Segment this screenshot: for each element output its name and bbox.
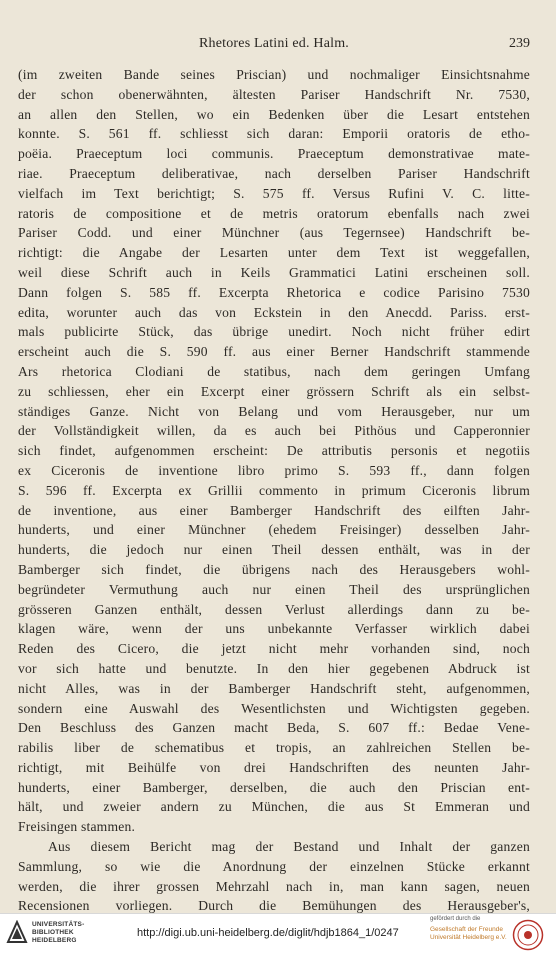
footer-bar	[0, 913, 556, 954]
text-line: ex Ciceronis de inventione libro primo S. 593 ff., dann folgen	[18, 462, 530, 478]
text-line: hunderts, einer Bamberger, derselben, die auch den Priscian ent-	[18, 779, 530, 795]
text-line: Aus diesem Bericht mag der Bestand und Inhalt der ganzen	[48, 839, 530, 855]
text-line: richtigt: die Angabe der Lesarten unter dem Text ist weggefallen,	[18, 245, 530, 261]
text-line: sondern eine Auswahl des Wesentlichsten und Wichtigsten gegeben.	[18, 700, 530, 716]
sponsor-name	[430, 926, 507, 942]
text-line: hunderts, und einer Münchner (ehedem Freisinger) desselben Jahr-	[18, 522, 530, 538]
text-line: mals publicirte Stück, das übrige unedirt. Noch nicht früher edirt	[18, 324, 530, 340]
text-line: S. 596 ff. Excerpta ex Grillii commento in primum Ciceronis librum	[18, 482, 530, 498]
text-line: vielfach im Text berichtigt; S. 575 ff. Versus Rufini V. C. litte-	[18, 185, 530, 201]
text-line: Recensionen vorliegen. Durch die Bemühungen des Herausgeber's,	[18, 898, 530, 913]
body-text	[18, 65, 530, 913]
text-line: Den Beschluss des Ganzen macht Beda, S. 607 ff.: Bedae Vene-	[18, 720, 530, 736]
text-line: ständiges Ganze. Nicht von Belang und vom Herausgeber, nur um	[18, 403, 530, 419]
library-name	[32, 921, 84, 945]
running-head-title: Rhetores Latini ed. Halm.	[198, 36, 350, 51]
text-line: edita, worunter auch das von Eckstein in den Anecdd. Pariss. erst-	[18, 304, 530, 320]
text-line: klagen wäre, wenn der uns unbekannte Verfasser wirklich dabei	[18, 621, 530, 637]
text-line: an allen den Stellen, wo ein Bedenken über die Lesart entstehen	[18, 106, 530, 122]
text-line: der Vollständigkeit willen, da es auch bei Pithöus und Capperonnier	[18, 423, 530, 439]
library-name-line: HEIDELBERG	[32, 937, 77, 944]
text-line: Ars rhetorica Clodiani de statibus, nach dem geringen Umfang	[18, 363, 530, 379]
text-line: riae. Praeceptum deliberativae, nach derselben Pariser Handschrift	[18, 165, 530, 181]
sponsor-name-line: Universität Heidelberg e.V.	[430, 934, 507, 941]
permalink-url[interactable]: http://digi.ub.uni-heidelberg.de/diglit/hdjb1864_1/0247	[137, 927, 399, 939]
text-line: zu schliessen, eher ein Excerpt einer grössern Schrift als ein selbst-	[18, 383, 530, 399]
library-name-line: UNIVERSITÄTS-	[32, 921, 85, 928]
text-line: poëia. Praeceptum loci communis. Praeceptum demonstrativae mate-	[18, 146, 530, 162]
page-number: 239	[509, 36, 530, 51]
sponsor-caption: gefördert durch die	[430, 916, 481, 922]
text-line: (im zweiten Bande seines Priscian) und nochmaliger Einsichtsnahme	[18, 67, 530, 82]
text-line: sich findet, aufgenommen erscheint: De attributis personis et negotiis	[18, 443, 530, 459]
text-line: Sammlung, so wie die Anordnung der einzelnen Stücke erkannt	[18, 858, 530, 874]
text-line: Freisingen stammen.	[18, 819, 136, 835]
text-line: begründeter Vermuthung auch nur einen Theil des ursprünglichen	[18, 581, 530, 597]
text-line: Bamberger sich findet, die übrigens nach des Herausgebers wohl-	[18, 561, 530, 577]
text-line: weil diese Schrift auch in Keils Grammatici Latini erscheinen soll.	[18, 264, 530, 280]
university-library-logo-icon	[6, 920, 28, 946]
text-line: grösseren Ganzen enthält, dessen Verlust allerdings dann zu be-	[18, 601, 530, 617]
text-line: hunderts, die jedoch nur einen Theil dessen enthält, was in der	[18, 542, 530, 558]
text-line: hält, und zweier andern zu München, die aus St Emmeran und	[18, 799, 530, 815]
text-line: de inventione, aus einer Bamberger Handschrift des eilften Jahr-	[18, 502, 530, 518]
text-line: vor sich hatte und benutzte. In den hier gegebenen Abdruck ist	[18, 660, 530, 676]
text-line: der schon obenerwähnten, ältesten Pariser Handschrift Nr. 7530,	[18, 86, 530, 102]
library-name-line: BIBLIOTHEK	[32, 929, 74, 936]
society-seal-icon	[512, 919, 544, 951]
text-line: Pariser Codd. und einer Münchner (aus Tegernsee) Handschrift be-	[18, 225, 530, 241]
text-line: werden, die ihrer grossen Mehrzahl nach in, man kann sagen, neuen	[18, 878, 530, 894]
text-line: ratoris de compositione et de metris oratorum ebenfalls nach zwei	[18, 205, 530, 221]
text-line: Dann folgen S. 585 ff. Excerpta Rhetorica e codice Parisino 7530	[18, 284, 530, 300]
text-line: Reden des Cicero, die jetzt nicht mehr vorhanden sind, noch	[18, 641, 530, 657]
text-line: konnte. S. 561 ff. schliesst sich daran: Emporii oratoris de etho-	[18, 126, 530, 142]
running-head	[18, 36, 530, 56]
text-line: erscheint auch die S. 590 ff. aus einer Berner Handschrift stammende	[18, 344, 530, 360]
text-line: rabilis liber de schematibus et tropis, an zahlreichen Stellen be-	[18, 740, 530, 756]
sponsor-name-line: Gesellschaft der Freunde	[430, 926, 503, 933]
text-line: richtigt, mit Beihülfe von drei Handschriften des neunten Jahr-	[18, 759, 530, 775]
text-line: nicht Alles, was in der Bamberger Handschrift steht, aufgenommen,	[18, 680, 530, 696]
